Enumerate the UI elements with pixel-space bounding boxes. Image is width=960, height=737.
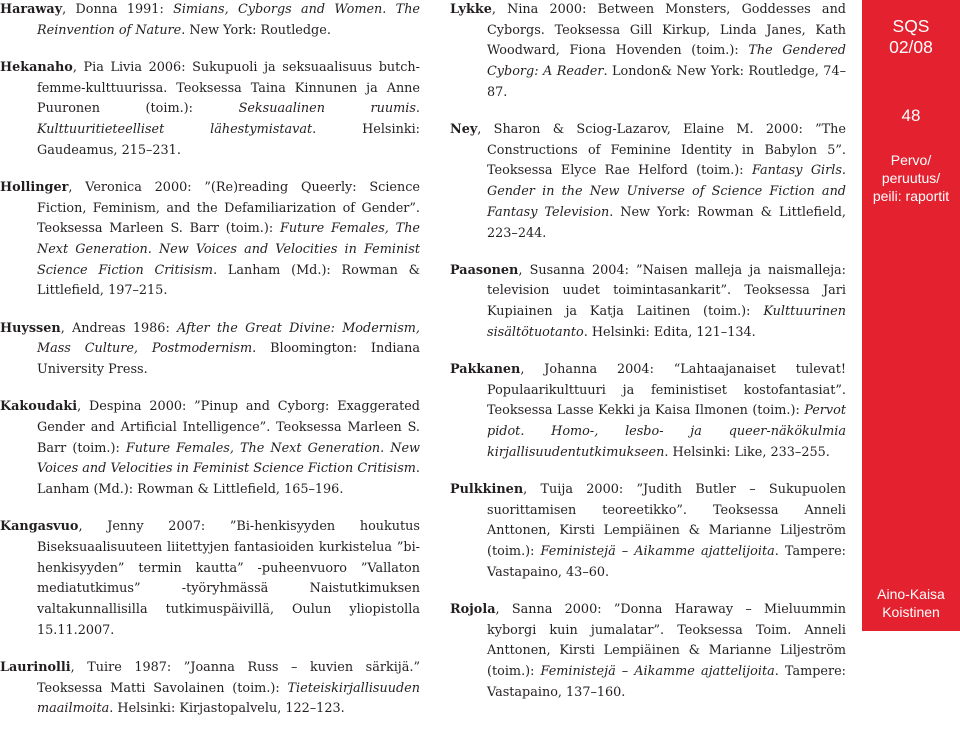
reference-text: . New York: Routledge. (181, 22, 331, 38)
reference-text: , Tuire 1987: ”Joanna Russ – kuvien särkijä.” Teoksessa Matti Savolainen (toim.): (37, 659, 420, 696)
reference-author: Lykke (450, 2, 492, 17)
reference-text: , Sanna 2000: ”Donna Haraway – Mieluummin kyborgi kuin jumalatar”. Teoksessa Toim. Anneli Anttonen, Kirsti Lempiäinen & Marianne Liljeström (toim.): (487, 602, 846, 680)
reference-title: Future Females, The Next Generation. New Voices and Velocities in Feminist Science Fiction Critisism (37, 221, 421, 278)
section-title-line: peruutus/ (881, 170, 941, 186)
reference-entry (450, 600, 846, 704)
reference-text: . Helsinki: Like, 233–255. (664, 444, 830, 460)
reference-text: . Lanham (Md.): Rowman & Littlefield, 197–215. (37, 262, 421, 299)
reference-text: . Tampere: Vastapaino, 137–160. (487, 664, 846, 700)
reference-title: Pervot pidot. Homo-, lesbo- ja queer-näkökulmia kirjallisuudentutkimukseen (487, 403, 846, 460)
reference-entry (450, 261, 846, 344)
reference-text: , Sharon & Sciog-Lazarov, Elaine M. 2000: ”The Constructions of Feminine Identity in Babylon 5”. Teoksessa Elyce Rae Helford (toim.): (477, 122, 846, 179)
reference-text: . Lanham (Md.): Rowman & Littlefield, 165–196. (37, 461, 420, 498)
reference-title: Feministejä – Aikamme ajattelijoita (540, 664, 775, 680)
reference-text: , Donna 1991: (62, 2, 174, 17)
bibliography-column-right (450, 0, 846, 720)
reference-text: , Veronica 2000: ”(Re)reading Queerly: Science Fiction, Feminism, and the Defamiliarization of Gender”. Teoksessa Marleen S. Barr (toim.): (37, 179, 420, 237)
reference-author: Pakkanen (450, 362, 521, 378)
reference-text: . Tampere: Vastapaino, 43–60. (487, 544, 846, 580)
reference-entry (0, 658, 420, 720)
reference-author: Kangasvuo (0, 519, 79, 535)
reference-author: Kakoudaki (0, 399, 78, 415)
reference-text: , Despina 2000: ”Pinup and Cyborg: Exaggerated Gender and Artificial Intelligence”. Teoksessa Marleen S. Barr (toim.): (37, 399, 420, 456)
reference-title: After the Great Divine: Modernism, Mass Culture, Postmodernism (37, 320, 420, 357)
article-author-line: Koistinen (882, 604, 940, 620)
reference-title: Tieteiskirjallisuuden maailmoita (37, 680, 420, 717)
section-title (862, 151, 960, 205)
reference-text: , Pia Livia 2006: Sukupuoli ja seksuaalisuus butch-femme-kulttuurissa. Teoksessa Taina Kinnunen ja Anne Puuronen (toim.): (37, 59, 420, 117)
reference-text: , Johanna 2004: “Lahtaajanaiset tulevat! Populaarikulttuuri ja feministiset kostofantasiat”. Teoksessa Lasse Kekki ja Kaisa Ilmonen (toim.): (487, 362, 846, 419)
reference-title: Seksuaalinen ruumis. Kulttuuritieteelliset lähestymistavat (37, 101, 421, 138)
reference-author: Hollinger (0, 179, 69, 195)
section-title-line: Pervo/ (890, 152, 932, 168)
reference-author: Hekanaho (0, 59, 73, 75)
reference-entry (0, 178, 420, 302)
reference-title: Fantasy Girls. Gender in the New Universe of Science Fiction and Fantasy Television (487, 163, 846, 220)
article-author-line: Aino-Kaisa (877, 586, 945, 602)
journal-name: SQS (892, 16, 930, 36)
reference-text: , Andreas 1986: (60, 320, 178, 336)
reference-entry (450, 0, 846, 104)
reference-author: Ney (450, 122, 478, 138)
reference-entry (0, 0, 420, 41)
reference-author: Laurinolli (0, 659, 71, 675)
reference-entry (450, 480, 846, 584)
reference-text: , Tuija 2000: ”Judith Butler – Sukupuolen suorittamisen teoreetikko”. Teoksessa Anneli Anttonen, Kirsti Lempiäinen & Marianne Liljeström (toim.): (487, 482, 846, 560)
reference-text: . Bloomington: Indiana University Press. (37, 341, 420, 378)
section-title-line: peili: raportit (872, 188, 950, 204)
reference-entry (0, 58, 420, 162)
page-number: 48 (901, 106, 921, 125)
reference-text: . New York: Rowman & Littlefield, 223–244. (487, 204, 846, 241)
reference-title: Kulttuurinen sisältötuotanto (487, 304, 846, 340)
reference-author: Rojola (450, 602, 496, 618)
reference-text: , Jenny 2007: ”Bi-henkisyyden houkutus Biseksuaalisuuteen liitettyjen fantasioiden kurkistelua ”bi-henkisyyden” termin kautta” -puheenvuoro ”Vallaton mediatutkimus” -työryhmässä Naistutkimuksen valtakunnallisilla tutkimuspäivillä, Oulun yliopistolla 15.11.2007. (37, 519, 420, 638)
reference-text: . London& New York: Routledge, 74–87. (487, 64, 846, 100)
journal-sidebar (862, 0, 960, 631)
reference-text: . Helsinki: Kirjastopalvelu, 122–123. (109, 701, 345, 717)
reference-text: . Helsinki: Edita, 121–134. (583, 324, 756, 340)
reference-text: , Susanna 2004: ”Naisen malleja ja naismalleja: television uudet toimintasankarit”. Teoksessa Jari Kupiainen ja Katja Laitinen (toim.): (487, 262, 846, 320)
reference-entry (0, 517, 420, 641)
reference-entry (450, 360, 846, 464)
reference-title: Future Females, The Next Generation. New Voices and Velocities in Feminist Science Fiction Critisism (37, 440, 420, 477)
journal-issue: 02/08 (889, 37, 933, 57)
reference-title: The Gendered Cyborg: A Reader (487, 43, 846, 80)
reference-text: . Helsinki: Gaudeamus, 215–231. (37, 122, 420, 158)
reference-entry (450, 120, 846, 244)
article-author (862, 585, 960, 621)
reference-entry (0, 319, 420, 381)
bibliography-column-left (0, 0, 420, 737)
reference-author: Pulkkinen (450, 482, 524, 498)
reference-author: Paasonen (450, 262, 519, 278)
reference-text: , Nina 2000: Between Monsters, Goddesses and Cyborgs. Teoksessa Gill Kirkup, Linda Janes, Kath Woodward, Fiona Hovenden (toim.): (487, 2, 846, 59)
journal-header (862, 16, 960, 58)
reference-author: Haraway (0, 2, 63, 17)
reference-title: Feministejä – Aikamme ajattelijoita (540, 544, 775, 560)
reference-title: Simians, Cyborgs and Women. The Reinvention of Nature (37, 2, 421, 38)
reference-entry (0, 397, 420, 501)
reference-author: Huyssen (0, 320, 61, 336)
